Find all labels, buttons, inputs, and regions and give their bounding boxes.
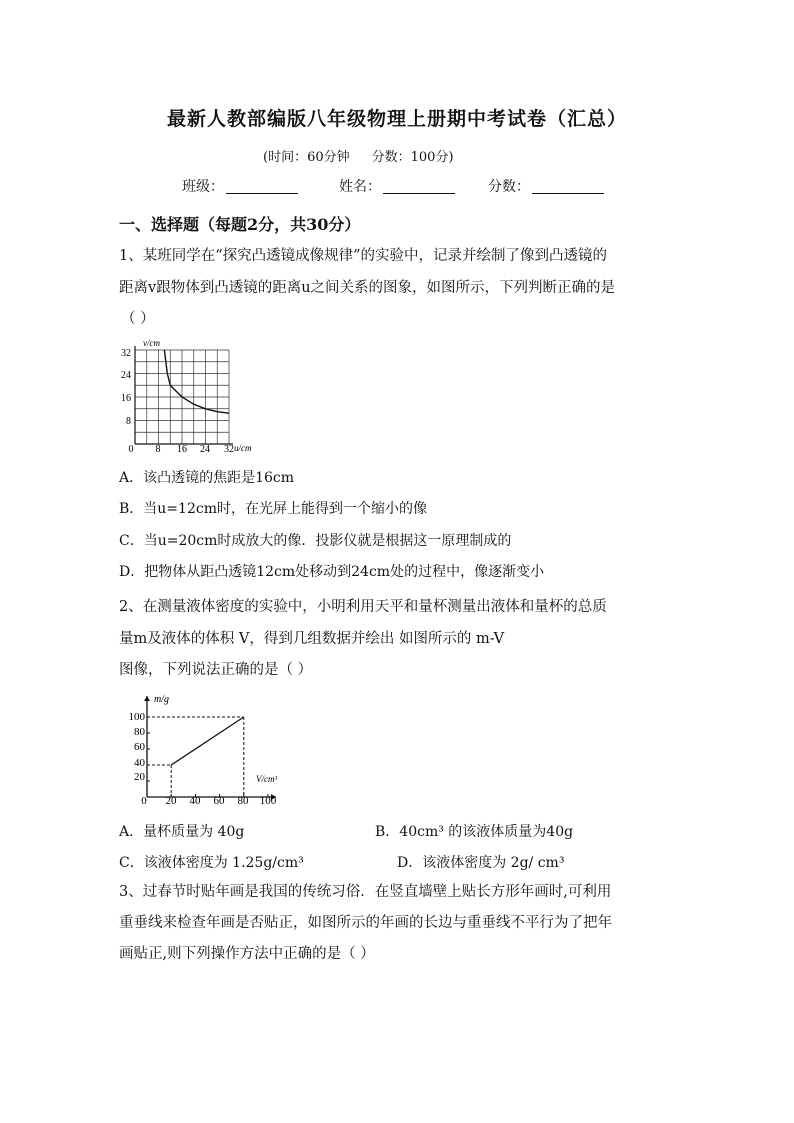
q1-option-c: C．当u=20cm时成放大的像．投影仪就是根据这一原理制成的 — [119, 533, 512, 549]
q2-axes — [144, 696, 276, 800]
q1-option-d: D．把物体从距凸透镜12cm处移动到24cm处的过程中，像逐渐变小 — [119, 564, 545, 580]
q2-line — [171, 717, 244, 765]
q1-ytick: 32 — [121, 348, 131, 359]
q2-ytick: 100 — [128, 711, 145, 723]
q1-option-a: A．该凸透镜的焦距是16cm — [119, 470, 295, 486]
q2-line3: 图像，下列说法正确的是（ ） — [119, 662, 313, 678]
q2-xtick: 20 — [165, 795, 177, 807]
q1-xtick: 24 — [200, 444, 210, 455]
q1-xtick: 0 — [128, 444, 134, 455]
score-label: 分数： — [488, 179, 530, 195]
q2-option-c: C．该液体密度为 1.25g/cm³ — [119, 855, 304, 871]
class-blank — [226, 179, 298, 194]
q2-ytick: 40 — [134, 757, 145, 769]
q3-line1: 3、过春节时贴年画是我国的传统习俗．在竖直墙壁上贴长方形年画时,可利用 — [119, 884, 612, 900]
q2-ytick: 20 — [134, 771, 145, 783]
class-field — [182, 176, 298, 196]
q1-curve — [164, 350, 229, 413]
q1-ytick: 24 — [121, 370, 131, 381]
q2-xtick: 40 — [189, 795, 201, 807]
q1-option-b: B．当u=12cm时，在光屏上能得到一个缩小的像 — [119, 501, 427, 517]
q1-xtick: 32 — [224, 444, 234, 455]
q1-axes — [135, 346, 233, 444]
q2-line2: 量m及液体的体积 V，得到几组数据并绘出 如图所示的 m-V — [119, 631, 505, 647]
q3-line2: 重垂线来检查年画是否贴正，如图所示的年画的长边与重垂线不平行为了把年 — [119, 915, 612, 931]
q2-ytick: 80 — [134, 726, 145, 738]
q2-y-arrow — [144, 696, 150, 701]
name-blank — [383, 179, 455, 194]
name-field — [339, 176, 455, 196]
page-title: 最新人教部编版八年级物理上册期中考试卷（汇总） — [166, 108, 627, 130]
q2-xtick: 80 — [237, 795, 249, 807]
score-field — [488, 176, 604, 196]
q1-chart — [112, 336, 272, 458]
q2-ytick: 60 — [134, 741, 145, 753]
q2-chart — [120, 690, 290, 810]
class-label: 班级： — [182, 179, 224, 195]
q2-ylabel: m/g — [154, 694, 169, 705]
q2-xlabel: V/cm³ — [256, 774, 278, 784]
q1-ytick: 16 — [121, 393, 131, 404]
q2-line1: 2、在测量液体密度的实验中，小明利用天平和量杯测量出液体和量杯的总质 — [119, 599, 607, 615]
q1-xtick: 16 — [177, 444, 187, 455]
q1-paren: （ ） — [121, 311, 155, 327]
q2-xtick: 100 — [259, 795, 277, 807]
exam-score-total: 分数：100分) — [371, 150, 454, 165]
score-blank — [532, 179, 604, 194]
q2-option-b: B．40cm³ 的该液体质量为40g — [375, 824, 574, 840]
q1-line2: 距离v跟物体到凸透镜的距离u之间关系的图象，如图所示，下列判断正确的是 — [119, 280, 616, 296]
q2-option-d: D．该液体密度为 2g/ cm³ — [397, 855, 565, 871]
q1-xlabel: u/cm — [234, 443, 252, 453]
q1-line1: 1、某班同学在“探究凸透镜成像规律”的实验中，记录并绘制了像到凸透镜的 — [119, 248, 608, 264]
q2-option-a: A．量杯质量为 40g — [119, 824, 245, 840]
q1-ytick: 8 — [126, 416, 131, 427]
section-title: 一、选择题（每题2分，共30分） — [119, 215, 361, 234]
q2-guides — [147, 717, 244, 797]
exam-time: (时间：60分钟 — [263, 150, 350, 165]
q2-xtick: 60 — [213, 795, 225, 807]
q1-ylabel: v/cm — [143, 338, 160, 348]
name-label: 姓名： — [339, 179, 381, 195]
q1-xtick: 8 — [155, 444, 161, 455]
q2-xtick: 0 — [141, 795, 147, 807]
q3-line3: 画贴正,则下列操作方法中正确的是（ ） — [119, 946, 375, 962]
exam-meta — [263, 146, 476, 165]
